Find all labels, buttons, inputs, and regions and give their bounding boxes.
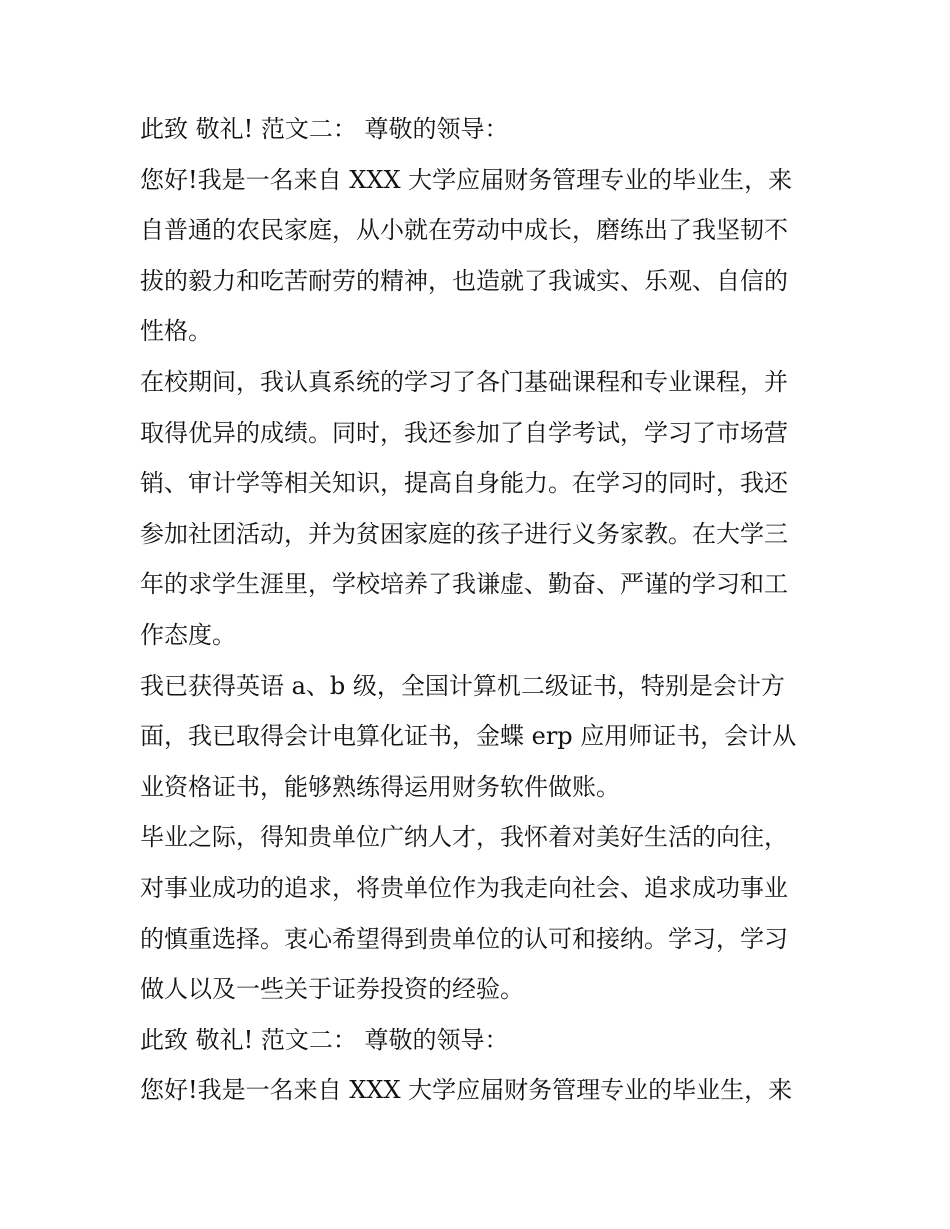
text-line: 取得优异的成绩。同时，我还参加了自学考试，学习了市场营 bbox=[140, 418, 788, 447]
text-line: 对事业成功的追求，将贵单位作为我走向社会、追求成功事业 bbox=[140, 873, 788, 902]
text-line: 您好!我是一名来自 XXX 大学应届财务管理专业的毕业生，来 bbox=[140, 1076, 793, 1105]
text-line: 业资格证书，能够熟练得运用财务软件做账。 bbox=[140, 772, 620, 801]
text-line: 作态度。 bbox=[140, 620, 236, 649]
text-line: 做人以及一些关于证券投资的经验。 bbox=[140, 975, 524, 1004]
text-line: 此致 敬礼! 范文二： 尊敬的领导： bbox=[140, 115, 509, 143]
text-line: 在校期间，我认真系统的学习了各门基础课程和专业课程，并 bbox=[140, 367, 788, 396]
document-body bbox=[140, 104, 820, 1116]
text-line: 年的求学生涯里，学校培养了我谦虚、勤奋、严谨的学习和工 bbox=[140, 570, 788, 599]
text-line: 毕业之际，得知贵单位广纳人才，我怀着对美好生活的向往， bbox=[140, 823, 788, 852]
text-line: 我已获得英语 a、b 级，全国计算机二级证书，特别是会计方 bbox=[140, 671, 785, 700]
text-line: 自普通的农民家庭，从小就在劳动中成长，磨练出了我坚韧不 bbox=[140, 216, 788, 245]
text-line: 面，我已取得会计电算化证书，金蝶 erp 应用师证书，会计从 bbox=[140, 722, 797, 751]
text-line: 的慎重选择。衷心希望得到贵单位的认可和接纳。学习，学习 bbox=[140, 924, 788, 953]
text-line: 性格。 bbox=[140, 317, 212, 346]
text-line: 拔的毅力和吃苦耐劳的精神，也造就了我诚实、乐观、自信的 bbox=[140, 266, 788, 295]
text-line: 此致 敬礼! 范文二： 尊敬的领导： bbox=[140, 1025, 509, 1054]
text-line: 您好!我是一名来自 XXX 大学应届财务管理专业的毕业生，来 bbox=[140, 165, 793, 194]
text-line: 参加社团活动，并为贫困家庭的孩子进行义务家教。在大学三 bbox=[140, 519, 788, 548]
text-line: 销、审计学等相关知识，提高自身能力。在学习的同时，我还 bbox=[140, 469, 788, 498]
